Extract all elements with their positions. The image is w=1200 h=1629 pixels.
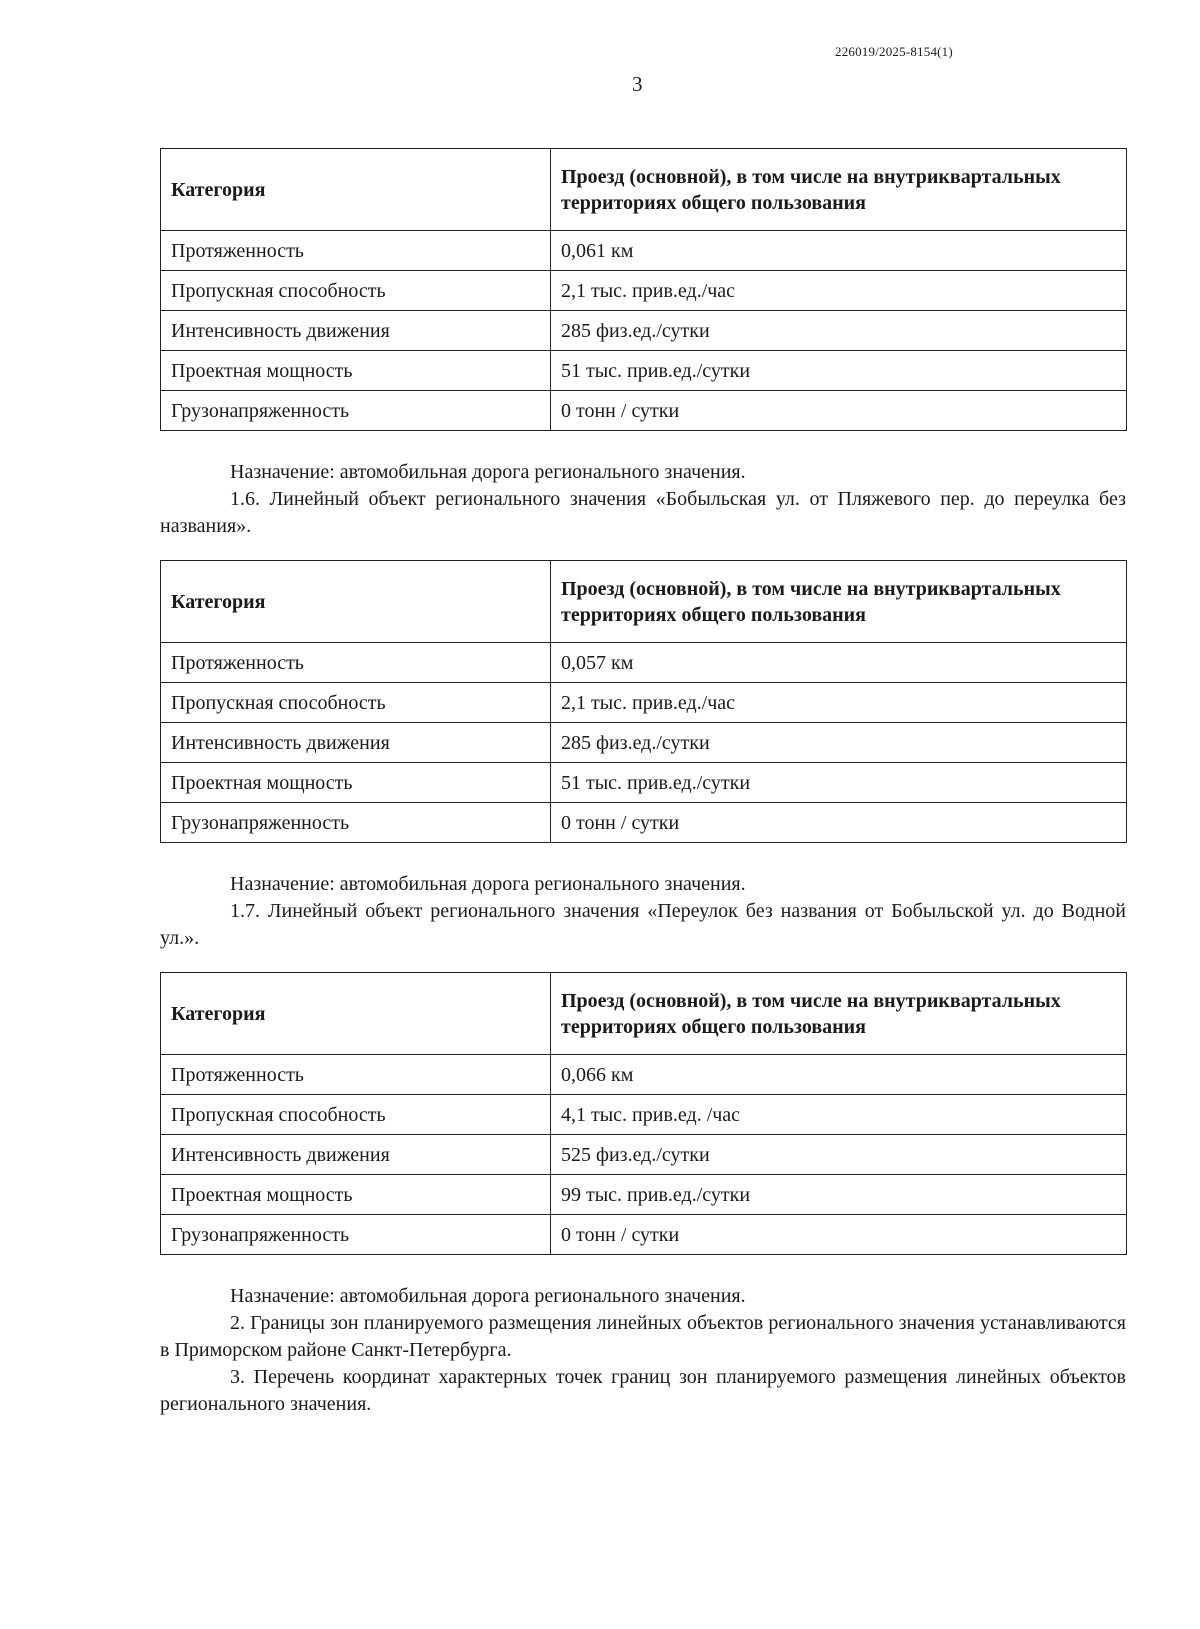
item-3-paragraph: 3. Перечень координат характерных точек границ зон планируемого размещения линейных объектов регионального значения.	[160, 1366, 1126, 1415]
page-number: 3	[632, 72, 643, 96]
table-row	[161, 271, 1127, 311]
row-value: 51 тыс. прив.ед./сутки	[551, 351, 1127, 391]
item-1-7-paragraph: 1.7. Линейный объект регионального значения «Переулок без названия от Бобыльской ул. до Водной ул.».	[160, 900, 1126, 949]
table-row	[161, 1095, 1127, 1135]
table-row	[161, 391, 1127, 431]
table-row	[161, 351, 1127, 391]
row-label: Проектная мощность	[161, 351, 551, 391]
header-category: Категория	[161, 973, 551, 1055]
table-row	[161, 723, 1127, 763]
row-label: Грузонапряженность	[161, 391, 551, 431]
row-label: Грузонапряженность	[161, 803, 551, 843]
row-value: 285 физ.ед./сутки	[551, 723, 1127, 763]
row-label: Интенсивность движения	[161, 1135, 551, 1175]
document-body	[160, 148, 1126, 1418]
item-2-paragraph: 2. Границы зон планируемого размещения линейных объектов регионального значения устанавливаются в Приморском районе Санкт-Петербурга.	[160, 1312, 1126, 1361]
header-category: Категория	[161, 149, 551, 231]
row-value: 0 тонн / сутки	[551, 391, 1127, 431]
header-road-type: Проезд (основной), в том числе на внутриквартальных территориях общего пользования	[551, 561, 1127, 643]
spec-table-3	[160, 972, 1127, 1255]
purpose-paragraph-1: Назначение: автомобильная дорога регионального значения.	[230, 461, 746, 483]
table-row	[161, 1055, 1127, 1095]
row-label: Интенсивность движения	[161, 723, 551, 763]
document-registration-number: 226019/2025-8154(1)	[835, 44, 953, 59]
table-header-row	[161, 561, 1127, 643]
table-row	[161, 1135, 1127, 1175]
row-value: 2,1 тыс. прив.ед./час	[551, 683, 1127, 723]
row-label: Протяженность	[161, 1055, 551, 1095]
item-1-6-paragraph: 1.6. Линейный объект регионального значения «Бобыльская ул. от Пляжевого пер. до переулка без названия».	[160, 488, 1126, 537]
table-row	[161, 1175, 1127, 1215]
row-label: Грузонапряженность	[161, 1215, 551, 1255]
purpose-paragraph-2: Назначение: автомобильная дорога регионального значения.	[230, 873, 746, 895]
row-value: 0,061 км	[551, 231, 1127, 271]
row-label: Протяженность	[161, 643, 551, 683]
table-row	[161, 1215, 1127, 1255]
row-label: Проектная мощность	[161, 1175, 551, 1215]
table-row	[161, 763, 1127, 803]
row-label: Интенсивность движения	[161, 311, 551, 351]
row-label: Пропускная способность	[161, 271, 551, 311]
row-value: 4,1 тыс. прив.ед. /час	[551, 1095, 1127, 1135]
table-row	[161, 311, 1127, 351]
row-value: 99 тыс. прив.ед./сутки	[551, 1175, 1127, 1215]
header-category: Категория	[161, 561, 551, 643]
table-header-row	[161, 149, 1127, 231]
row-value: 2,1 тыс. прив.ед./час	[551, 271, 1127, 311]
spec-table-2	[160, 560, 1127, 843]
row-value: 0 тонн / сутки	[551, 1215, 1127, 1255]
table-row	[161, 643, 1127, 683]
table-header-row	[161, 973, 1127, 1055]
row-value: 525 физ.ед./сутки	[551, 1135, 1127, 1175]
spec-table-1	[160, 148, 1127, 431]
row-value: 0,057 км	[551, 643, 1127, 683]
row-label: Пропускная способность	[161, 1095, 551, 1135]
row-label: Проектная мощность	[161, 763, 551, 803]
purpose-paragraph-3: Назначение: автомобильная дорога регионального значения.	[230, 1285, 746, 1307]
row-value: 0 тонн / сутки	[551, 803, 1127, 843]
header-road-type: Проезд (основной), в том числе на внутриквартальных территориях общего пользования	[551, 149, 1127, 231]
row-value: 51 тыс. прив.ед./сутки	[551, 763, 1127, 803]
table-row	[161, 683, 1127, 723]
row-value: 285 физ.ед./сутки	[551, 311, 1127, 351]
row-value: 0,066 км	[551, 1055, 1127, 1095]
row-label: Пропускная способность	[161, 683, 551, 723]
table-row	[161, 231, 1127, 271]
header-road-type: Проезд (основной), в том числе на внутриквартальных территориях общего пользования	[551, 973, 1127, 1055]
table-row	[161, 803, 1127, 843]
row-label: Протяженность	[161, 231, 551, 271]
